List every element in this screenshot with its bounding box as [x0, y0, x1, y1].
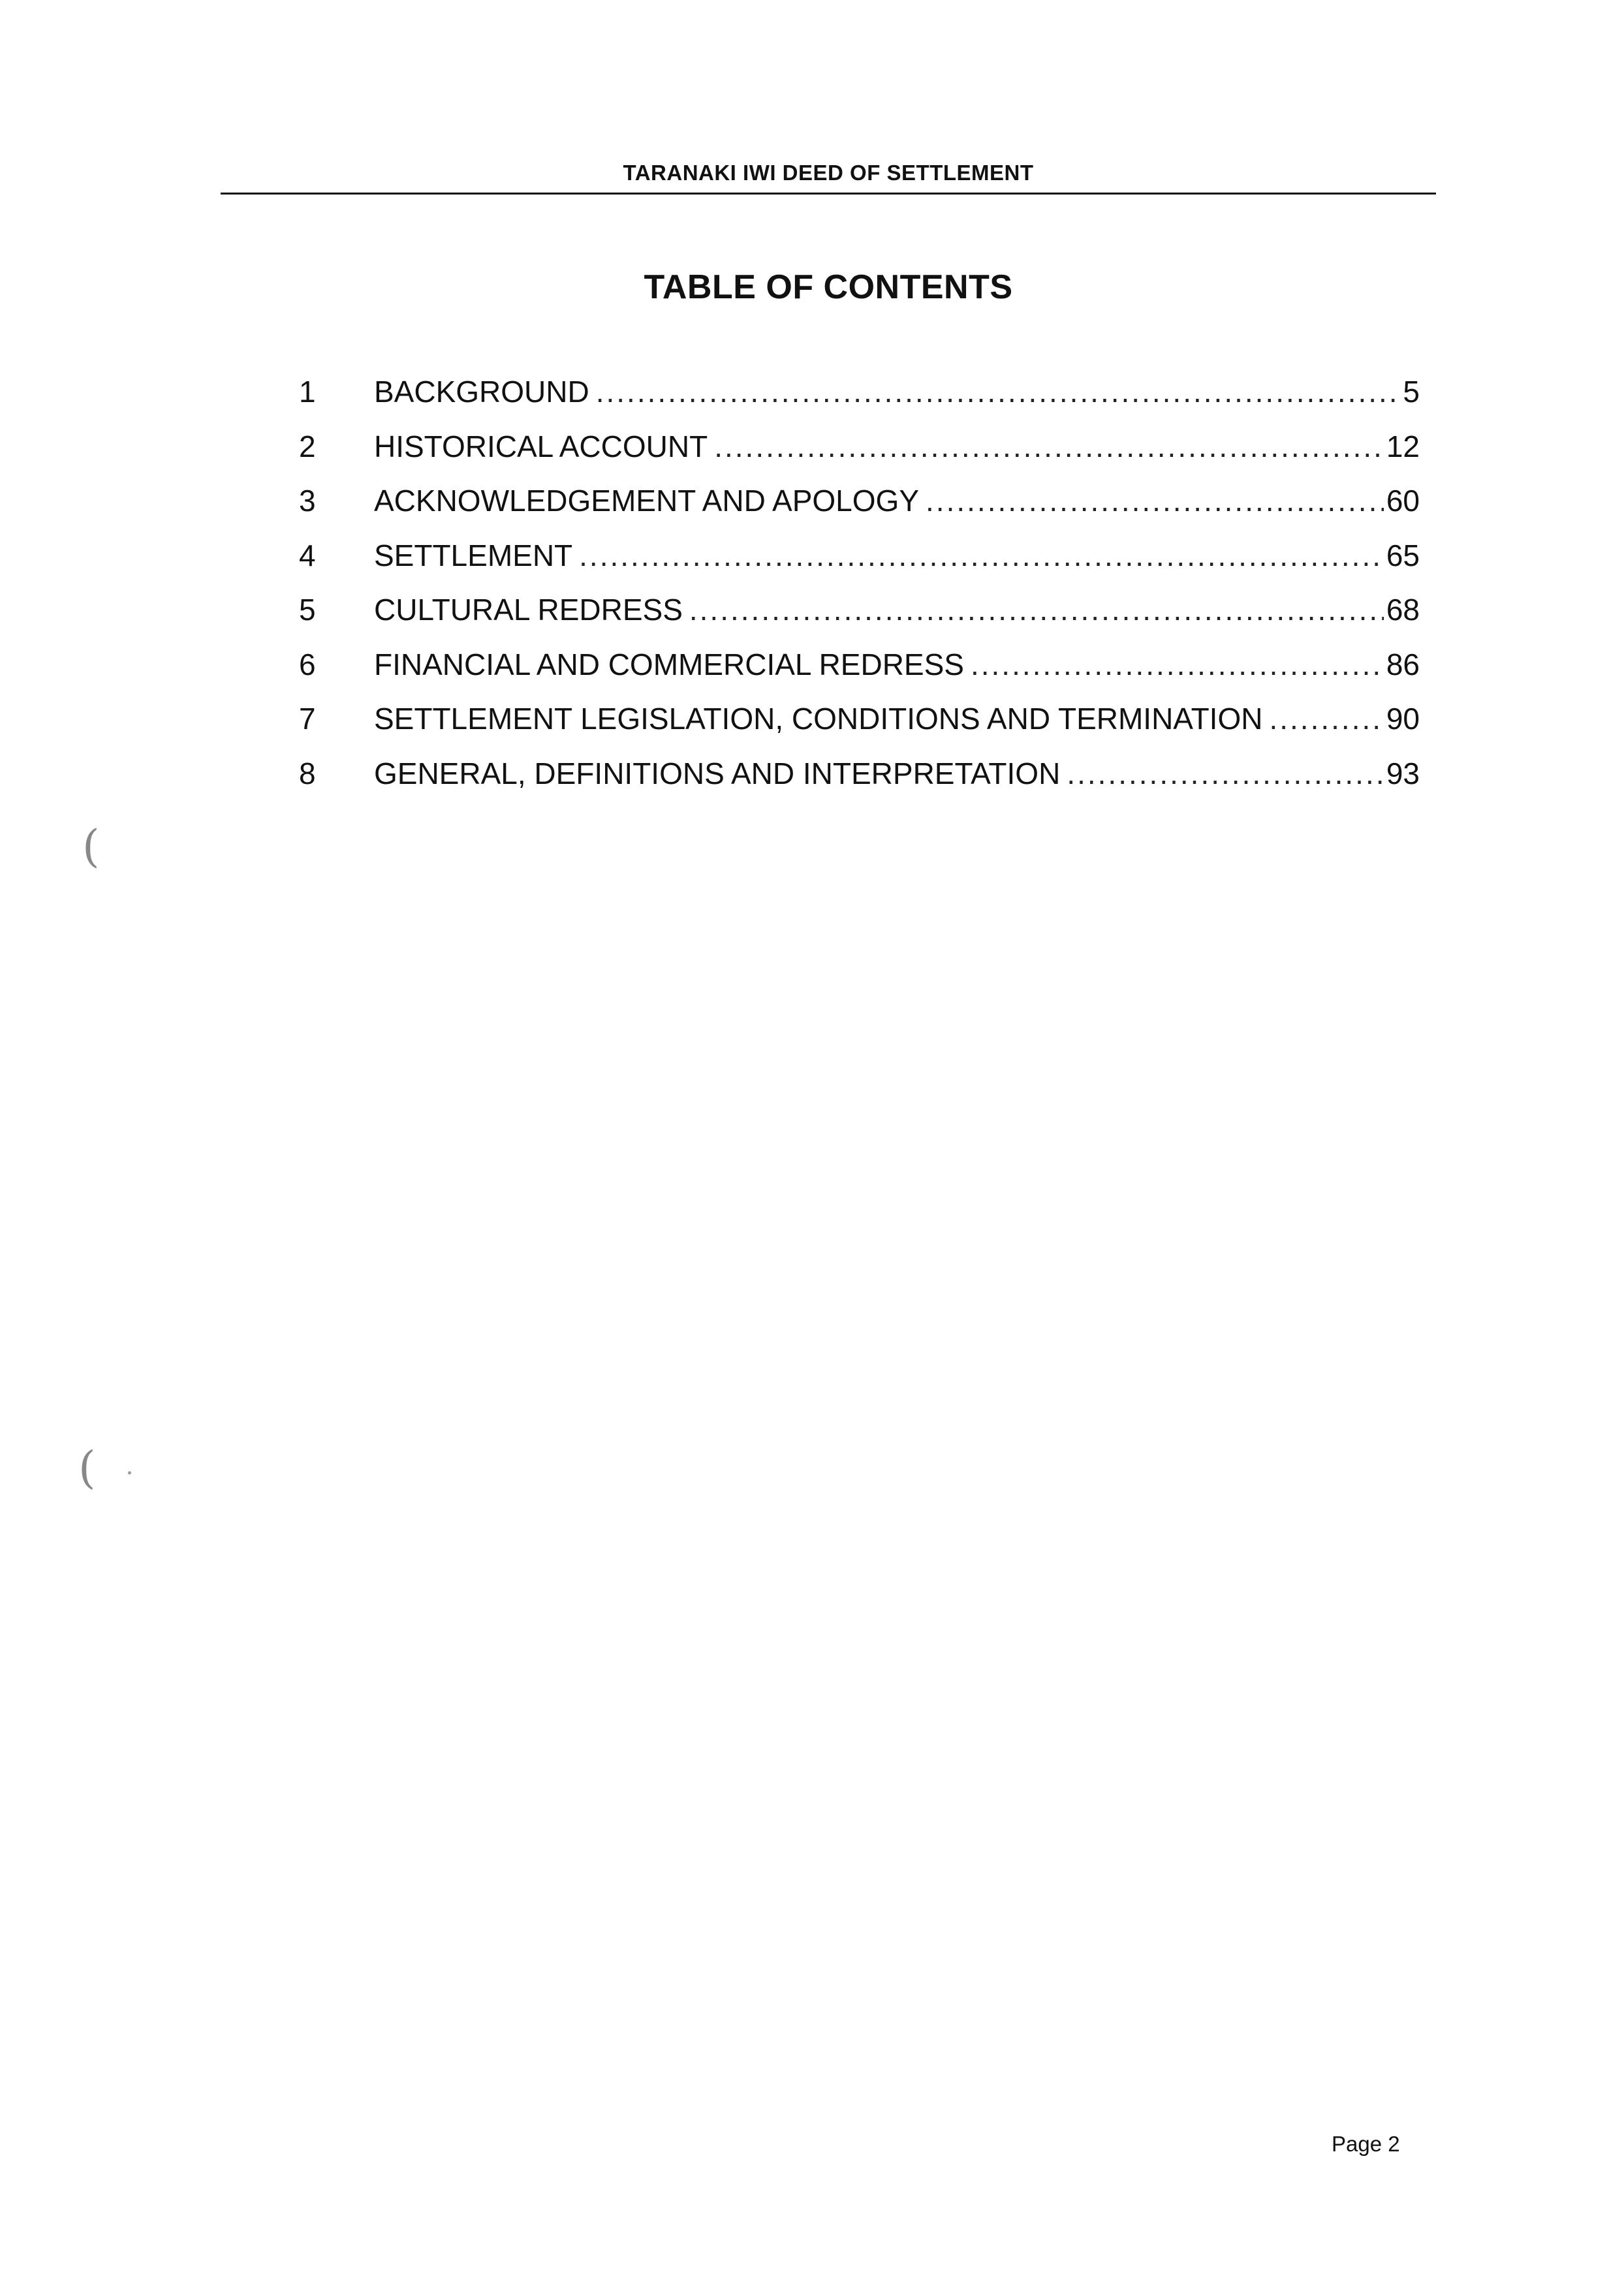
scan-speck — [128, 1471, 131, 1474]
toc-entry[interactable] — [287, 700, 1420, 755]
toc-title: TABLE OF CONTENTS — [644, 268, 1013, 306]
scan-punch-mark: ( — [78, 1443, 96, 1494]
toc-entry[interactable] — [287, 428, 1420, 483]
toc-entry-label: GENERAL, DEFINITIONS AND INTERPRETATION — [374, 756, 1061, 790]
toc-entry-page: 68 — [1386, 593, 1420, 627]
toc-entry-label: BACKGROUND — [374, 375, 589, 409]
scan-punch-mark: ( — [82, 821, 100, 873]
header-rule — [221, 193, 1436, 195]
toc-entry-number: 5 — [299, 593, 316, 627]
toc-entry-number: 6 — [299, 647, 316, 681]
toc-entry-page: 65 — [1386, 538, 1420, 572]
toc-dot-leader — [1269, 700, 1383, 737]
toc-entry-number: 1 — [299, 375, 316, 409]
toc-entry-page: 93 — [1386, 756, 1420, 790]
toc-list — [287, 373, 1420, 809]
page-number: Page 2 — [1332, 2132, 1400, 2156]
toc-entry[interactable] — [287, 755, 1420, 810]
toc-entry-page: 90 — [1386, 702, 1420, 736]
toc-entry-label: FINANCIAL AND COMMERCIAL REDRESS — [374, 647, 964, 681]
toc-entry[interactable] — [287, 482, 1420, 537]
toc-entry-number: 4 — [299, 538, 316, 572]
toc-entry-page: 12 — [1386, 429, 1420, 463]
toc-dot-leader — [1067, 755, 1384, 792]
toc-entry[interactable] — [287, 373, 1420, 428]
toc-entry-number: 2 — [299, 429, 316, 463]
toc-entry-label: HISTORICAL ACCOUNT — [374, 429, 708, 463]
toc-entry-label: SETTLEMENT — [374, 538, 573, 572]
toc-entry-label: SETTLEMENT LEGISLATION, CONDITIONS AND TERMINATION — [374, 702, 1263, 736]
toc-dot-leader — [579, 537, 1384, 574]
toc-entry-page: 86 — [1386, 647, 1420, 681]
running-header: TARANAKI IWI DEED OF SETTLEMENT — [623, 161, 1034, 185]
toc-dot-leader — [714, 428, 1384, 465]
toc-entry-number: 8 — [299, 756, 316, 790]
toc-entry-page: 5 — [1403, 375, 1420, 409]
toc-entry-number: 3 — [299, 484, 316, 518]
toc-dot-leader — [926, 482, 1384, 519]
toc-entry-page: 60 — [1386, 484, 1420, 518]
toc-entry-label: ACKNOWLEDGEMENT AND APOLOGY — [374, 484, 920, 518]
toc-dot-leader — [689, 591, 1384, 628]
toc-entry[interactable] — [287, 646, 1420, 701]
toc-entry[interactable] — [287, 537, 1420, 592]
toc-entry-label: CULTURAL REDRESS — [374, 593, 683, 627]
toc-dot-leader — [596, 373, 1401, 410]
toc-entry-number: 7 — [299, 702, 316, 736]
toc-dot-leader — [971, 646, 1384, 683]
toc-entry[interactable] — [287, 591, 1420, 646]
